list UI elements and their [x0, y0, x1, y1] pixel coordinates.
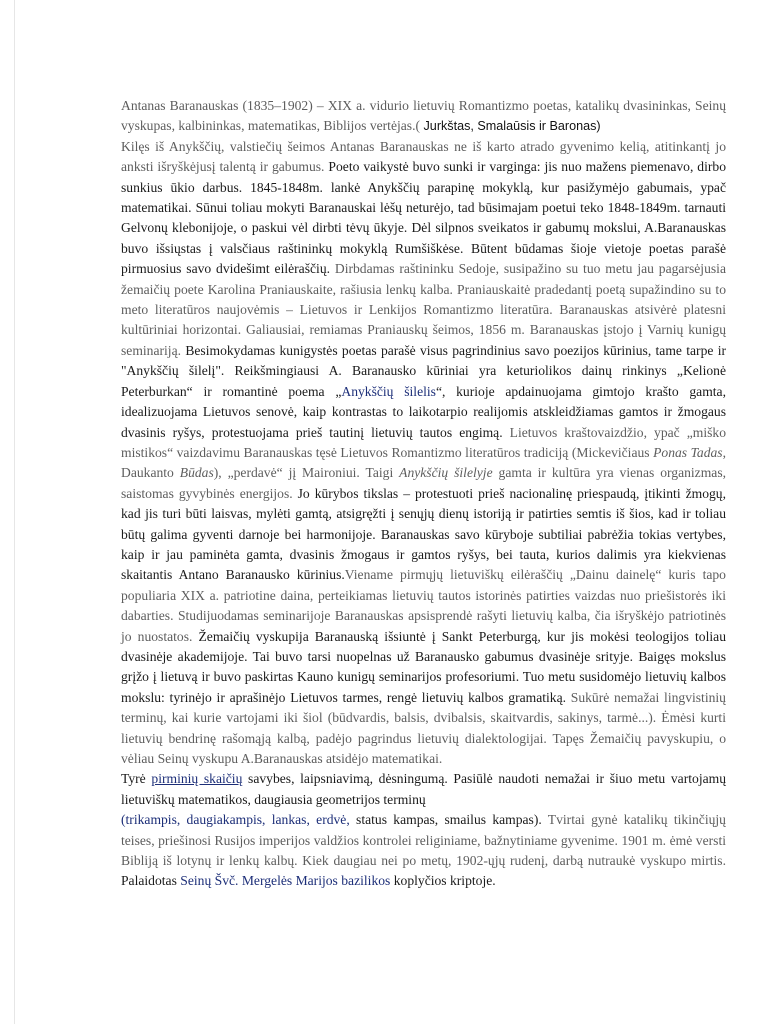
text-segment-3: Dirbdamas raštininku Sedoje, susipažino su tuo metu jau pagarsėjusia žemaičių poete Karolina Praniauskaite, rašiusia lenkų kalba. Praniauskaitė pradedantį poetą supažindino su to meto literatūros naujovėmis – Lietuvos ir Lenkijos Romantizmo literatūra. Baranauskas atsivėrė platesni kultūriniai horizontai. Galiausiai, remiamas Praniauskų šeimos, 1856 m. Baranauskas įstojo į Varnių kunigų seminariją.	[121, 261, 726, 358]
text-segment-14-end: koplyčios kriptoje.	[390, 873, 496, 889]
page-edge	[14, 0, 15, 1024]
text-segment-4: Besimokydamas kunigystės poetas parašė visus pagrindinius savo poezijos kūrinius, tame tarpe ir "Anykščių šilelį". Reikšmingiausi A. Baranausko kūriniai yra keturiolikos dainų rinkinys „Kelionė Peterburkan“ ir romantinė poema „	[121, 342, 726, 399]
intro-paragraph	[121, 96, 726, 137]
text-segment-5a: Lietuvos kraštovaizdžio, ypač „miško mistikos“ vaizdavimu Baranauskas tęsė Lietuvos Romantizmo literatūros tradiciją (Mickevičiaus	[121, 424, 727, 460]
text-segment-4-end: “, kurioje apdainuojama gimtojo krašto gamta, idealizuojama Lietuvos senovė, kaip kontrastas to laikotarpio realijomis atskleidžiamas gamtos ir žmogaus dvasinis ryšys, protestuojama prieš tautinį lietuvių tautos engimą.	[121, 383, 726, 440]
text-segment-5c: ), „perdavė“ jį Maironiui. Taigi	[213, 465, 400, 481]
text-segment-11a: Tyrė	[121, 771, 152, 787]
text-segment-8: Studijuodamas seminarijoje Baranauskas apsisprendė rašyti lietuvių kalba, čia išryškėjo patriotinės jo nuostatos.	[121, 608, 726, 644]
main-paragraph	[121, 137, 726, 770]
text-segment-2: Poeto vaikystė buvo sunki ir varginga: jis nuo mažens piemenavo, dirbo sunkius ūkio darbus. 1845-1848m. lankė Anykščių parapinę mokyklą, kur pasižymėjo gabumais, ypač matematikai. Sūnui toliau mokyti Baranauskai lėšų neturėjo, tad būsimajam poetui teko 1848-1849m. tarnauti Gelvonų klebonijoje, o paskui vėl dirbti tėvų ūkyje. Dėl silpnos sveikatos ir gabumų mokslui, A.Baranauskas buvo išsiųstas į valsčiaus raštininkų mokyklą Rumšiškėse. Būtent būdamas šioje vietoje poetas parašė pirmuosius savo dvidešimt eilėraščių.	[121, 159, 727, 277]
book-title-ponas-tadas: Ponas Tadas	[653, 444, 723, 460]
intro-sources: Jurkštas, Smalaūsis ir Baronas)	[420, 119, 601, 134]
text-segment-10: Sukūrė nemažai lingvistinių terminų, kai kurie vartojami iki šiol (būdvardis, balsis, dvibalsis, skaitvardis, sakinys, tarmė...). Ėmėsi kurti lietuvių bendrinę rašomąją kalbą, padėjo pagrindus lietuvių dialektologijai. Tapęs Žemaičių pavyskupiu, o vėliau Seinų vyskupu A.Baranauskas atsidėjo matematikai.	[121, 689, 726, 766]
math-paragraph	[121, 769, 726, 810]
book-title-budas: Būdas	[179, 465, 214, 481]
document-body	[121, 96, 726, 892]
anyksciu-silelis-link[interactable]: Anykščių šilelis	[341, 383, 436, 399]
text-segment-12-rest: status kampas, smailus kampas).	[349, 812, 542, 828]
intro-text: Antanas Baranauskas (1835–1902) – XIX a. vidurio lietuvių Romantizmo poetas, katalikų dvasininkas, Seinų vyskupas, kalbininkas, matematikas, Biblijos vertėjas.(	[121, 98, 726, 134]
bazilika-link[interactable]: Seinų Švč. Mergelės Marijos bazilikos	[180, 873, 391, 889]
text-segment-13: Tvirtai gynė katalikų tikinčiųjų teises, priešinosi Rusijos imperijos valdžios kontrolei religiniame, bažnytiniame gyvenime. 1901 m. ėmė versti Bibliją iš lotynų ir lenkų kalbų. Kiek daugiau nei po metų, 1902-ųjų rudenį, darbą nutraukė vyskupo mirtis.	[121, 812, 726, 869]
text-segment-1: Kilęs iš Anykščių, valstiečių šeimos Antanas Baranauskas ne iš karto atrado gyvenimo kelią, atitinkantį jo anksti išryškėjusį talentą ir gabumus.	[121, 138, 726, 175]
text-segment-14: Palaidotas	[121, 873, 181, 889]
book-title-anyksciu-silelyje: Anykščių šilelyje	[399, 465, 493, 481]
terms-paragraph	[121, 810, 726, 892]
text-segment-7: Viename pirmųjų lietuviškų eilėraščių „Dainu dainelę“ kuris tapo populiaria XIX a. patriotine daina, perteikiamas lietuvių tautos istorinės patirties vaizdas nuo priešistorės iki dabarties.	[121, 567, 726, 624]
text-segment-9: Žemaičių vyskupija Baranauską išsiuntė į Sankt Peterburgą, kur jis mokėsi teologijos toliau dvasinėje akademijoje. Tai buvo tarsi nuopelnas už Baranausko gabumus dvasinėje srityje. Baigęs mokslus grįžo į lietuvą ir buvo paskirtas Kauno kunigų seminarijos profesoriumi. Tuo metu susidomėjo lietuvių kalbos mokslu: tyrinėjo ir aprašinėjo Lietuvos tarmes, rengė lietuvių kalbos gramatiką.	[121, 628, 726, 705]
text-segment-6: Jo kūrybos tikslas – protestuoti prieš nacionalinę priespaudą, įtikinti žmogų, kad jis turi būti laisvas, mylėti gamtą, atsigręžti į senųjų dienų istoriją ir patirties semtis iš šios, kad ir toliau būtų galima gyventi darnoje bei harmonijoje. Baranauskas savo kūryboje subtiliai pabrėžia tokias vertybes, kaip ir jau paminėta gamta, dvasinis žmogaus ir gamtos ryšys, bei tauta, kurios dalimis yra kiekvienas skaitantis Antano Baranausko kūrinius.	[121, 485, 726, 583]
text-segment-5b: , Daukanto	[121, 444, 726, 481]
text-segment-5d: gamta ir kultūra yra vienas organizmas, saistomas gyvybinės energijos.	[121, 465, 727, 501]
geometry-terms: (trikampis, daugiakampis, lankas, erdvė,	[121, 812, 350, 828]
pirminiu-skaiciu-link[interactable]: pirminių skaičių	[151, 771, 243, 787]
text-segment-11b: savybes, laipsniavimą, dėsningumą. Pasiūlė naudoti nemažai ir šiuo metu vartojamų lietuviškų matematikos, daugiausia geometrijos terminų	[121, 771, 726, 807]
